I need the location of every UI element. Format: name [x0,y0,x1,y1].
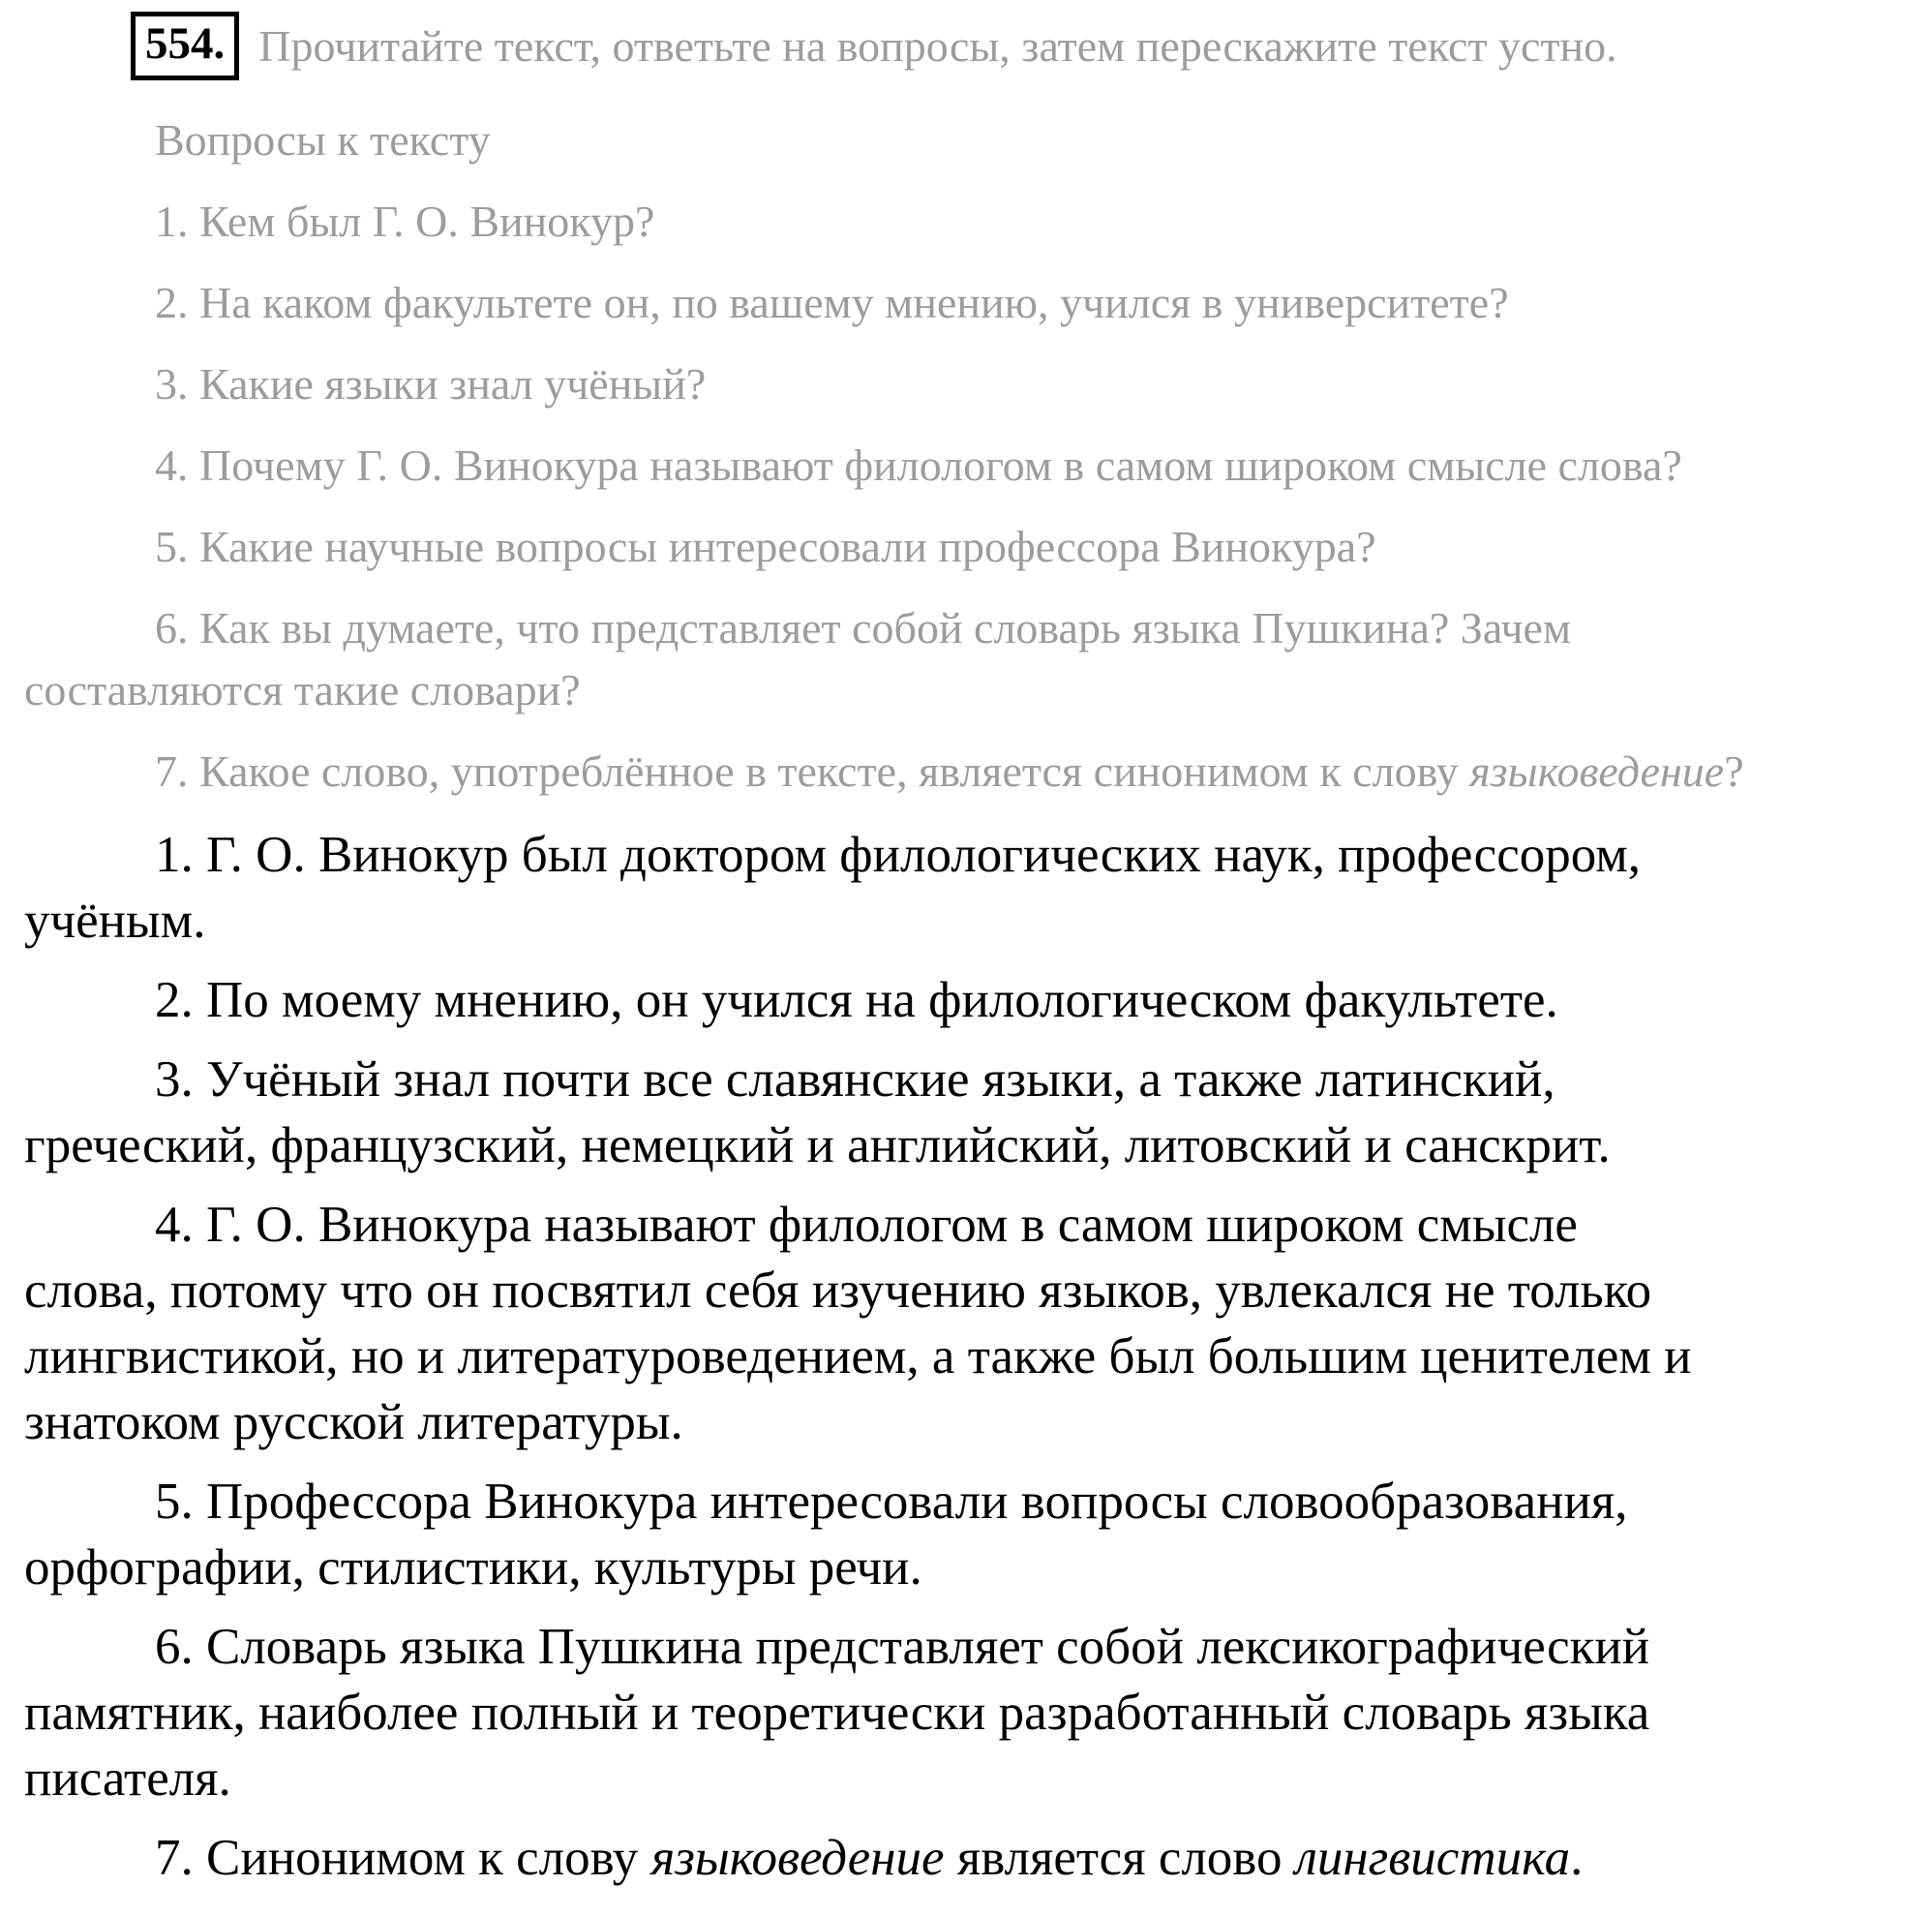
answer-4: 4. Г. О. Винокура называют филологом в самом широком смысле слова, потому что он посвятил себя изучению языков, увлекался не только лингвистикой, но и литературоведением, а также был большим ценителем и знатоком русской литературы. [24,1197,1692,1450]
answer-7 [24,1825,1908,1891]
answer-3: 3. Учёный знал почти все славянские языки, а также латинский, греческий, французский, немецкий и английский, литовский и санскрит. [24,1051,1611,1173]
question-2: 2. На каком факультете он, по вашему мнению, учился в университете? [155,278,1509,327]
question-3: 3. Какие языки знал учёный? [155,359,707,409]
question-7-italic-term: языковедение [1469,746,1725,796]
answer-7-suffix: . [1570,1830,1584,1886]
answer-5: 5. Профессора Винокура интересовали вопросы словообразования, орфографии, стилистики, культуры речи. [24,1474,1628,1596]
question-7-text: 7. Какое слово, употреблённое в тексте, является синонимом к слову [155,746,1470,796]
questions-heading: Вопросы к тексту [155,115,491,165]
answer-2: 2. По моему мнению, он учился на филологическом факультете. [155,972,1558,1028]
question-7-suffix: ? [1724,746,1744,796]
answer-7-italic-term-2: лингвистика [1294,1830,1571,1886]
answer-6: 6. Словарь языка Пушкина представляет собой лексикографический памятник, наиболее полный и теоретически разработанный словарь языка писателя. [24,1619,1650,1807]
question-5: 5. Какие научные вопросы интересовали профессора Винокура? [155,522,1376,571]
answer-1: 1. Г. О. Винокур был доктором филологических наук, профессором, учёным. [24,827,1642,949]
question-7 [24,741,1908,803]
question-1: 1. Кем был Г. О. Винокур? [155,197,655,246]
question-4: 4. Почему Г. О. Винокура называют филологом в самом широком смысле слова? [155,441,1682,490]
exercise-header [131,12,1908,80]
answer-7-text: 7. Синонимом к слову [155,1830,651,1886]
questions-section [24,109,1908,803]
answer-7-middle: является слово [944,1830,1295,1886]
answer-7-italic-term-1: языковедение [650,1830,945,1886]
answers-section [24,822,1908,1891]
exercise-instruction: Прочитайте текст, ответьте на вопросы, затем перескажите текст устно. [258,20,1617,71]
question-6: 6. Как вы думаете, что представляет собой словарь языка Пушкина? Зачем составляются такие словари? [24,603,1572,715]
exercise-number-badge: 554. [131,12,239,80]
